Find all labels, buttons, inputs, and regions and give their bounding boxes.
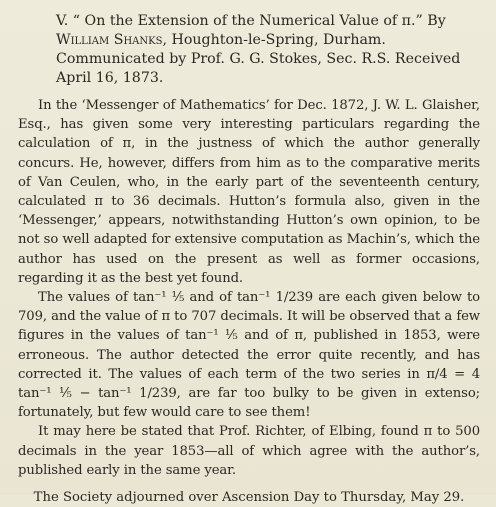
paper-heading: [56, 12, 480, 88]
paragraph-1: In the ‘Messenger of Mathematics’ for Dec. 1872, J. W. L. Glaisher, Esq., has given some very interesting particulars regarding the calculation of π, in the justness of which the author generally concurs. He, however, differs from him as to the comparative merits of Van Ceulen, who, in the early part of the seventeenth century, calculated π to 36 decimals. Hutton’s formula also, given in the ‘Messenger,’ appears, notwithstanding Hutton’s own opinion, to be not so well adapted for extensive computation as Machin’s, which the author has used on the present as well as former occasions, regarding it as the best yet found.: [18, 98, 480, 286]
closing-line: The Society adjourned over Ascension Day to Thursday, May 29.: [33, 490, 465, 506]
heading-title: “ On the Extension of the Numerical Value of π.”: [72, 13, 423, 29]
heading-author: William Shanks,: [56, 32, 167, 48]
heading-place: Houghton-le-Spring, Durham.: [171, 32, 386, 48]
heading-number: V.: [56, 13, 69, 29]
heading-communicated: Communicated by Prof. G. G. Stokes, Sec. R.S.: [56, 51, 391, 67]
paragraph-2: The values of tan⁻¹ ⅕ and of tan⁻¹ 1/239 are each given below to 709, and the value of π to 707 decimals. It will be observed that a few figures in the values of tan⁻¹ ⅕ and of π, published in 1853, were erroneous. The author detected the error quite recently, and has corrected it. The values of each term of the two series in π/4 = 4 tan⁻¹ ⅕ − tan⁻¹ 1/239, are far too bulky to be given in extenso; fortunately, but few would care to see them!: [18, 290, 480, 421]
spacer: [18, 480, 480, 488]
heading-by: By: [427, 13, 446, 29]
paragraph-3: It may here be stated that Prof. Richter, of Elbing, found π to 500 decimals in the year 1853—all of which agree with the author’s, published early in the same year.: [18, 424, 480, 478]
heading-received: Received April 16, 1873.: [56, 51, 461, 86]
